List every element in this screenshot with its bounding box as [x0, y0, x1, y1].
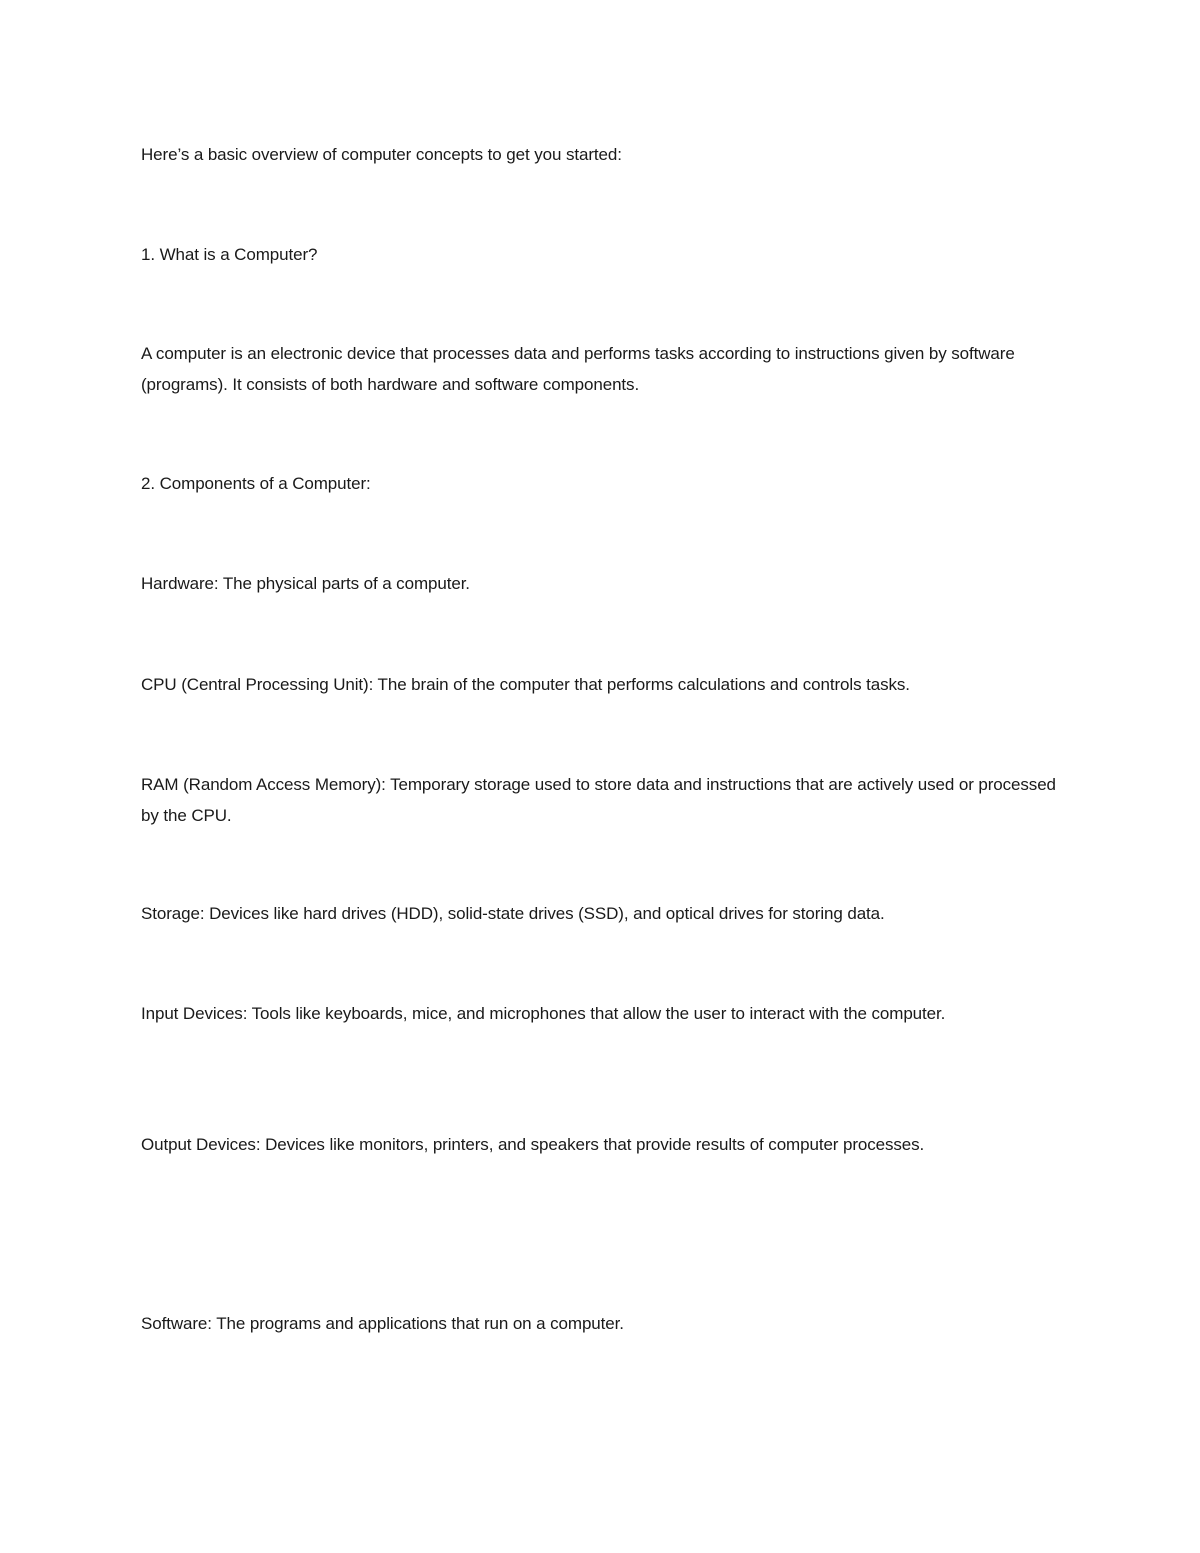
hardware-paragraph: Hardware: The physical parts of a computer.	[141, 574, 470, 593]
intro-paragraph: Here’s a basic overview of computer concepts to get you started:	[141, 145, 622, 164]
storage-paragraph: Storage: Devices like hard drives (HDD), solid-state drives (SSD), and optical drives for storing data.	[141, 904, 885, 923]
output-devices-paragraph: Output Devices: Devices like monitors, printers, and speakers that provide results of computer processes.	[141, 1135, 925, 1154]
software-paragraph: Software: The programs and applications that run on a computer.	[141, 1314, 624, 1333]
definition-paragraph: A computer is an electronic device that processes data and performs tasks according to instructions given by software (programs). It consists of both hardware and software components.	[141, 344, 1015, 394]
ram-paragraph: RAM (Random Access Memory): Temporary storage used to store data and instructions that are actively used or processed by the CPU.	[141, 775, 1056, 825]
input-devices-paragraph: Input Devices: Tools like keyboards, mice, and microphones that allow the user to interact with the computer.	[141, 1004, 946, 1023]
section-heading-what-is-computer: 1. What is a Computer?	[141, 245, 318, 264]
cpu-paragraph: CPU (Central Processing Unit): The brain of the computer that performs calculations and controls tasks.	[141, 675, 910, 694]
section-heading-components: 2. Components of a Computer:	[141, 474, 371, 493]
